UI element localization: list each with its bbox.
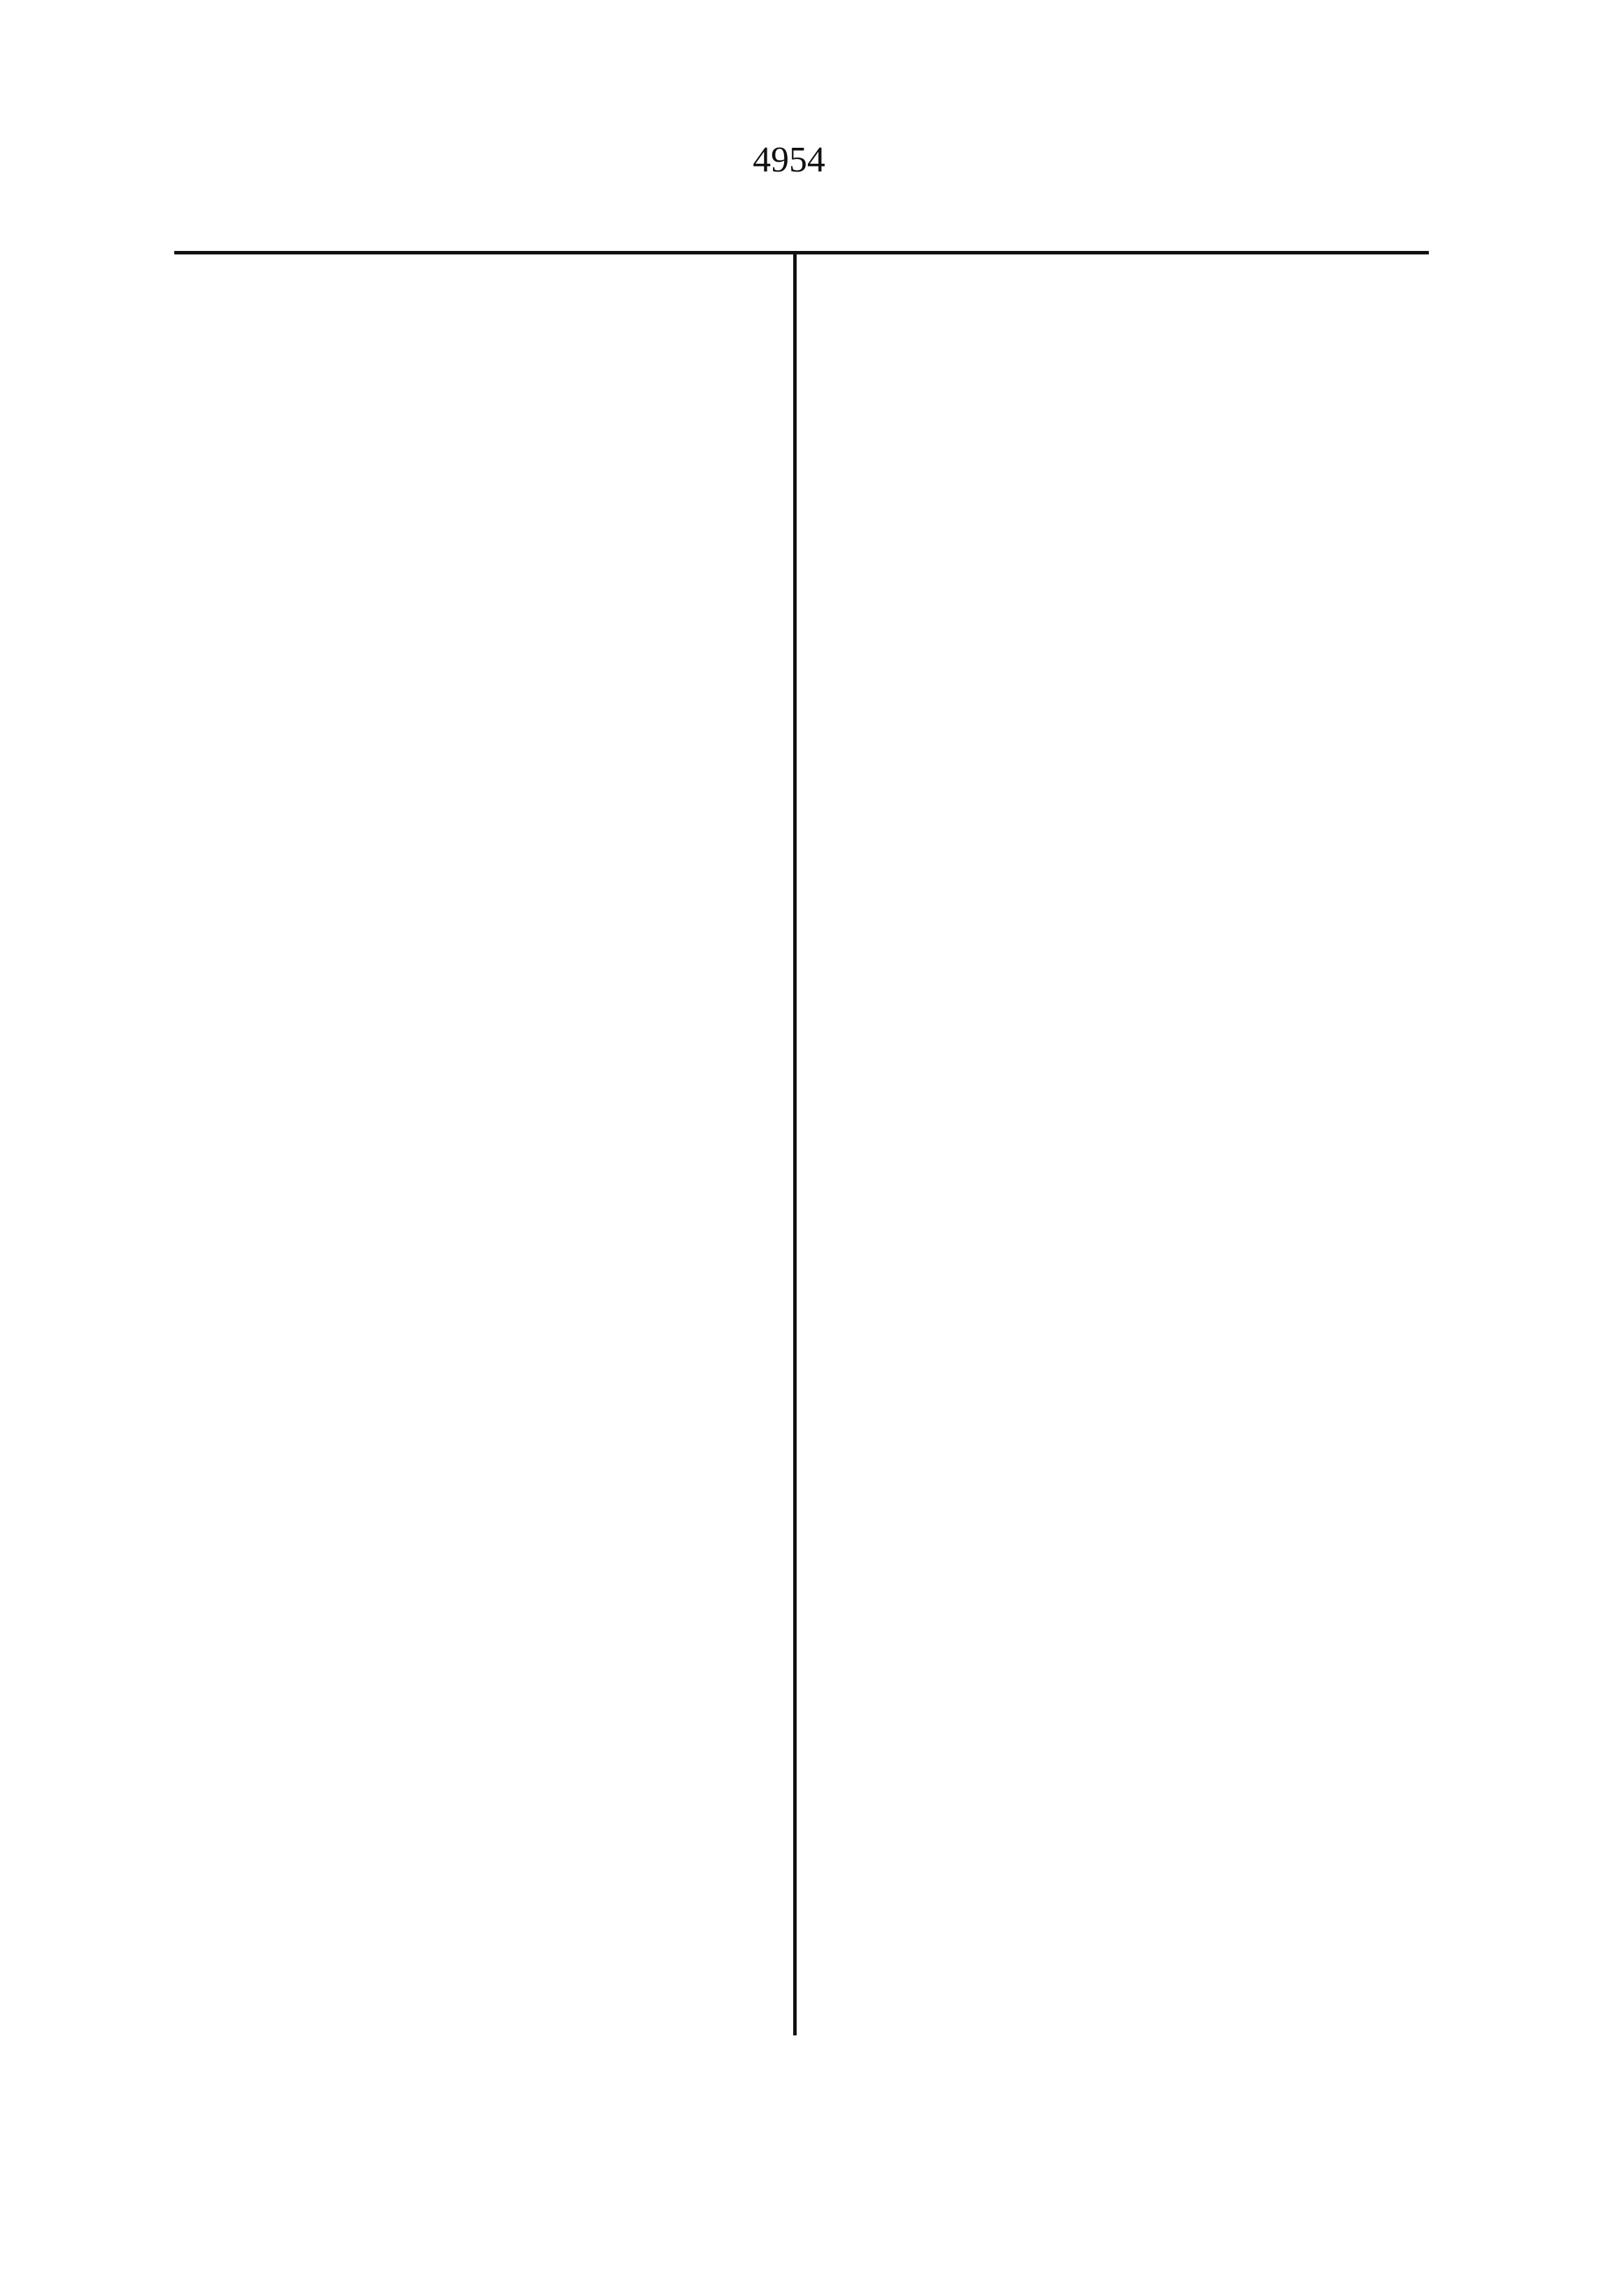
entry-1 (167, 274, 781, 314)
column-divider (793, 251, 797, 2035)
page-header (174, 139, 1429, 195)
entry-4 (814, 274, 1427, 314)
left-column (167, 254, 781, 454)
page-number: 4954 (753, 140, 825, 180)
right-column (814, 254, 1427, 454)
entry-5 (814, 334, 1427, 374)
entry-2 (167, 334, 781, 374)
entry-3 (167, 394, 781, 434)
entry-6 (814, 394, 1427, 434)
